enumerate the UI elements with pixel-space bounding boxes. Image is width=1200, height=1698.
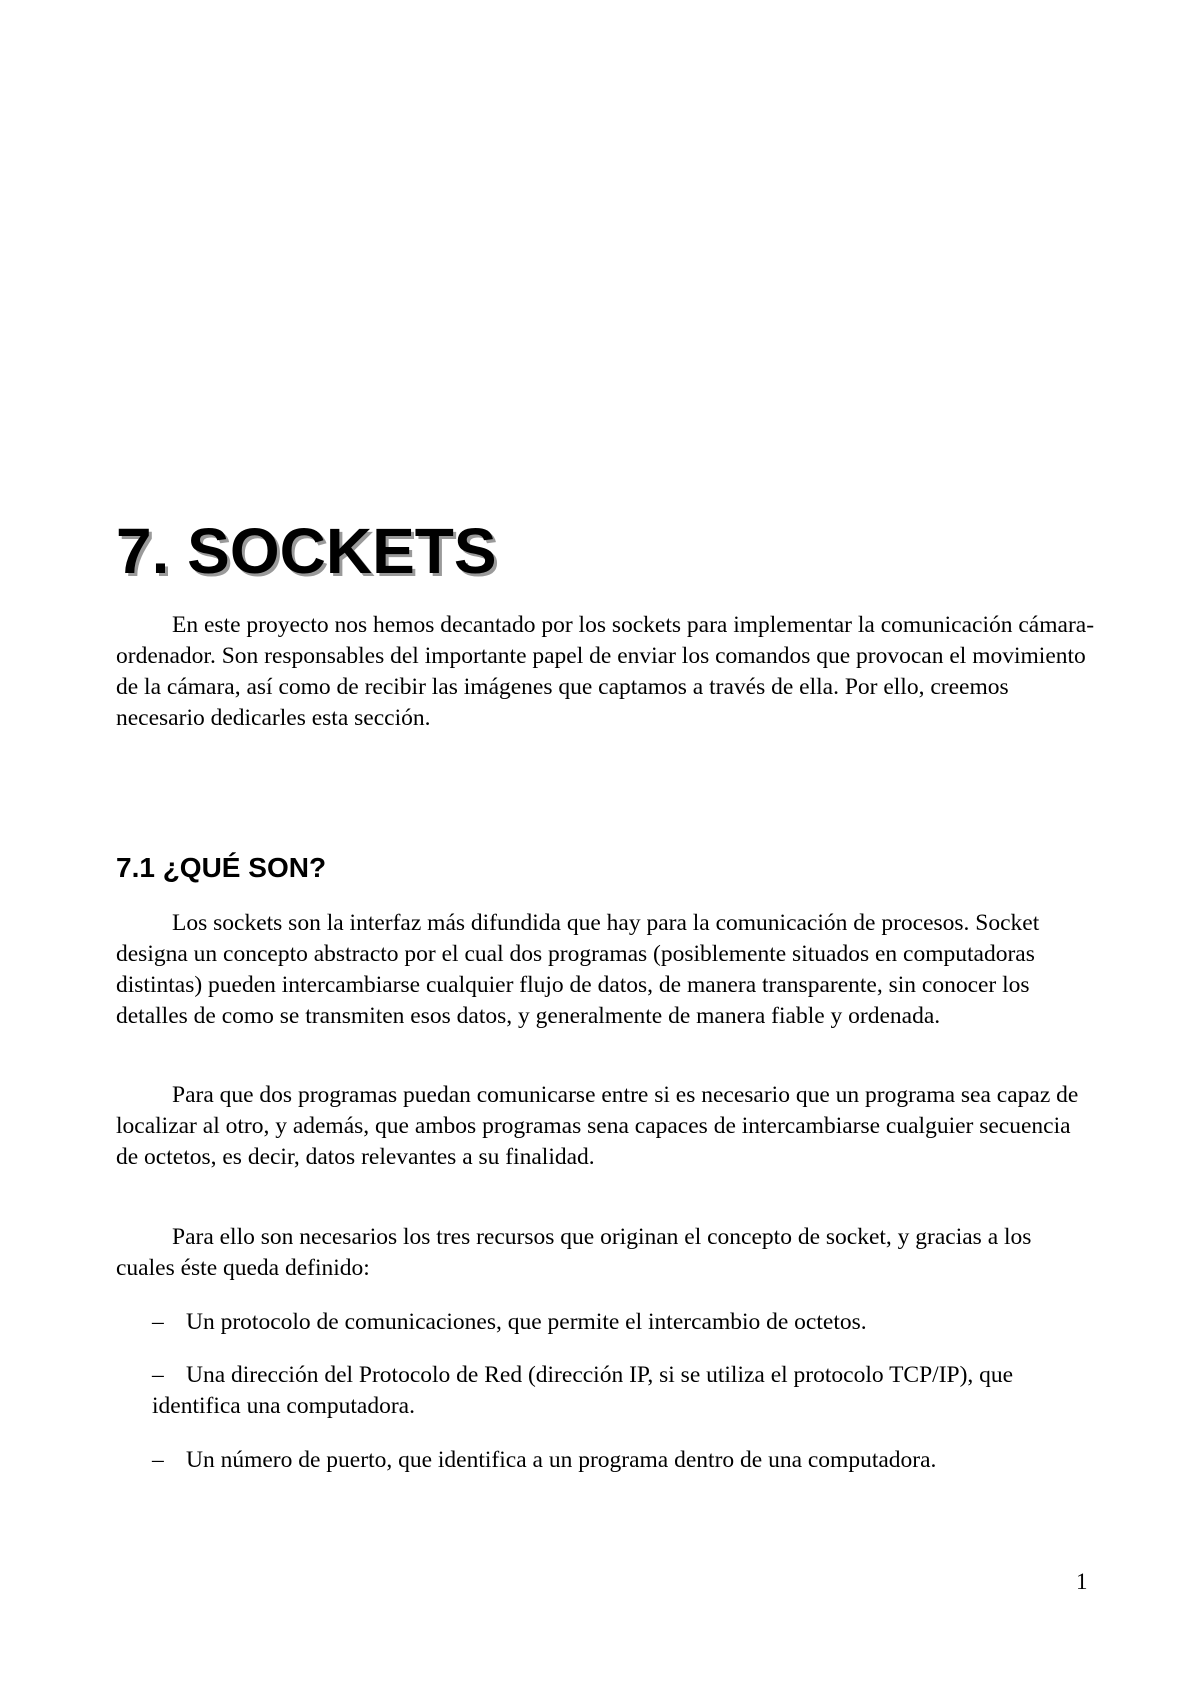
bullet-text: Una dirección del Protocolo de Red (dirección IP, si se utiliza el protocolo TCP/IP), que identifica una computadora.	[152, 1362, 1014, 1419]
section-paragraph-3: Para ello son necesarios los tres recursos que originan el concepto de socket, y gracias a los cuales éste queda definido:	[116, 1224, 1032, 1281]
section-title: 7.1 ¿QUÉ SON?	[116, 852, 327, 883]
bullet-text: Un protocolo de comunicaciones, que permite el intercambio de octetos.	[186, 1309, 867, 1335]
bullet-marker: –	[152, 1309, 164, 1335]
bullet-text: Un número de puerto, que identifica a un programa dentro de una computadora.	[186, 1447, 937, 1473]
section-paragraph-2: Para que dos programas puedan comunicarse entre si es necesario que un programa sea capaz de localizar al otro, y además, que ambos programas sena capaces de intercambiarse cualguier secuencia de octetos, es decir, datos relevantes a su finalidad.	[116, 1082, 1079, 1170]
bullet-item-port-number	[152, 1445, 1096, 1476]
bullet-item-protocol	[152, 1307, 1096, 1338]
page-number: 1	[1076, 1569, 1088, 1594]
section-paragraph-1: Los sockets son la interfaz más difundida que hay para la comunicación de procesos. Socket designa un concepto abstracto por el cual dos programas (posiblemente situados en computadoras distintas) pueden intercambiarse cualquier flujo de datos, de manera transparente, sin conocer los detalles de como se transmiten esos datos, y generalmente de manera fiable y ordenada.	[116, 910, 1040, 1029]
bullet-marker: –	[152, 1447, 164, 1473]
intro-paragraph: En este proyecto nos hemos decantado por los sockets para implementar la comunicación cámara-ordenador. Son responsables del importante papel de enviar los comandos que provocan el movimiento de la cámara, así como de recibir las imágenes que captamos a través de ella. Por ello, creemos necesario dedicarles esta sección.	[116, 612, 1095, 731]
bullet-item-ip-address	[152, 1360, 1096, 1422]
chapter-title: 7. SOCKETS	[116, 515, 497, 587]
bullet-marker: –	[152, 1362, 164, 1388]
